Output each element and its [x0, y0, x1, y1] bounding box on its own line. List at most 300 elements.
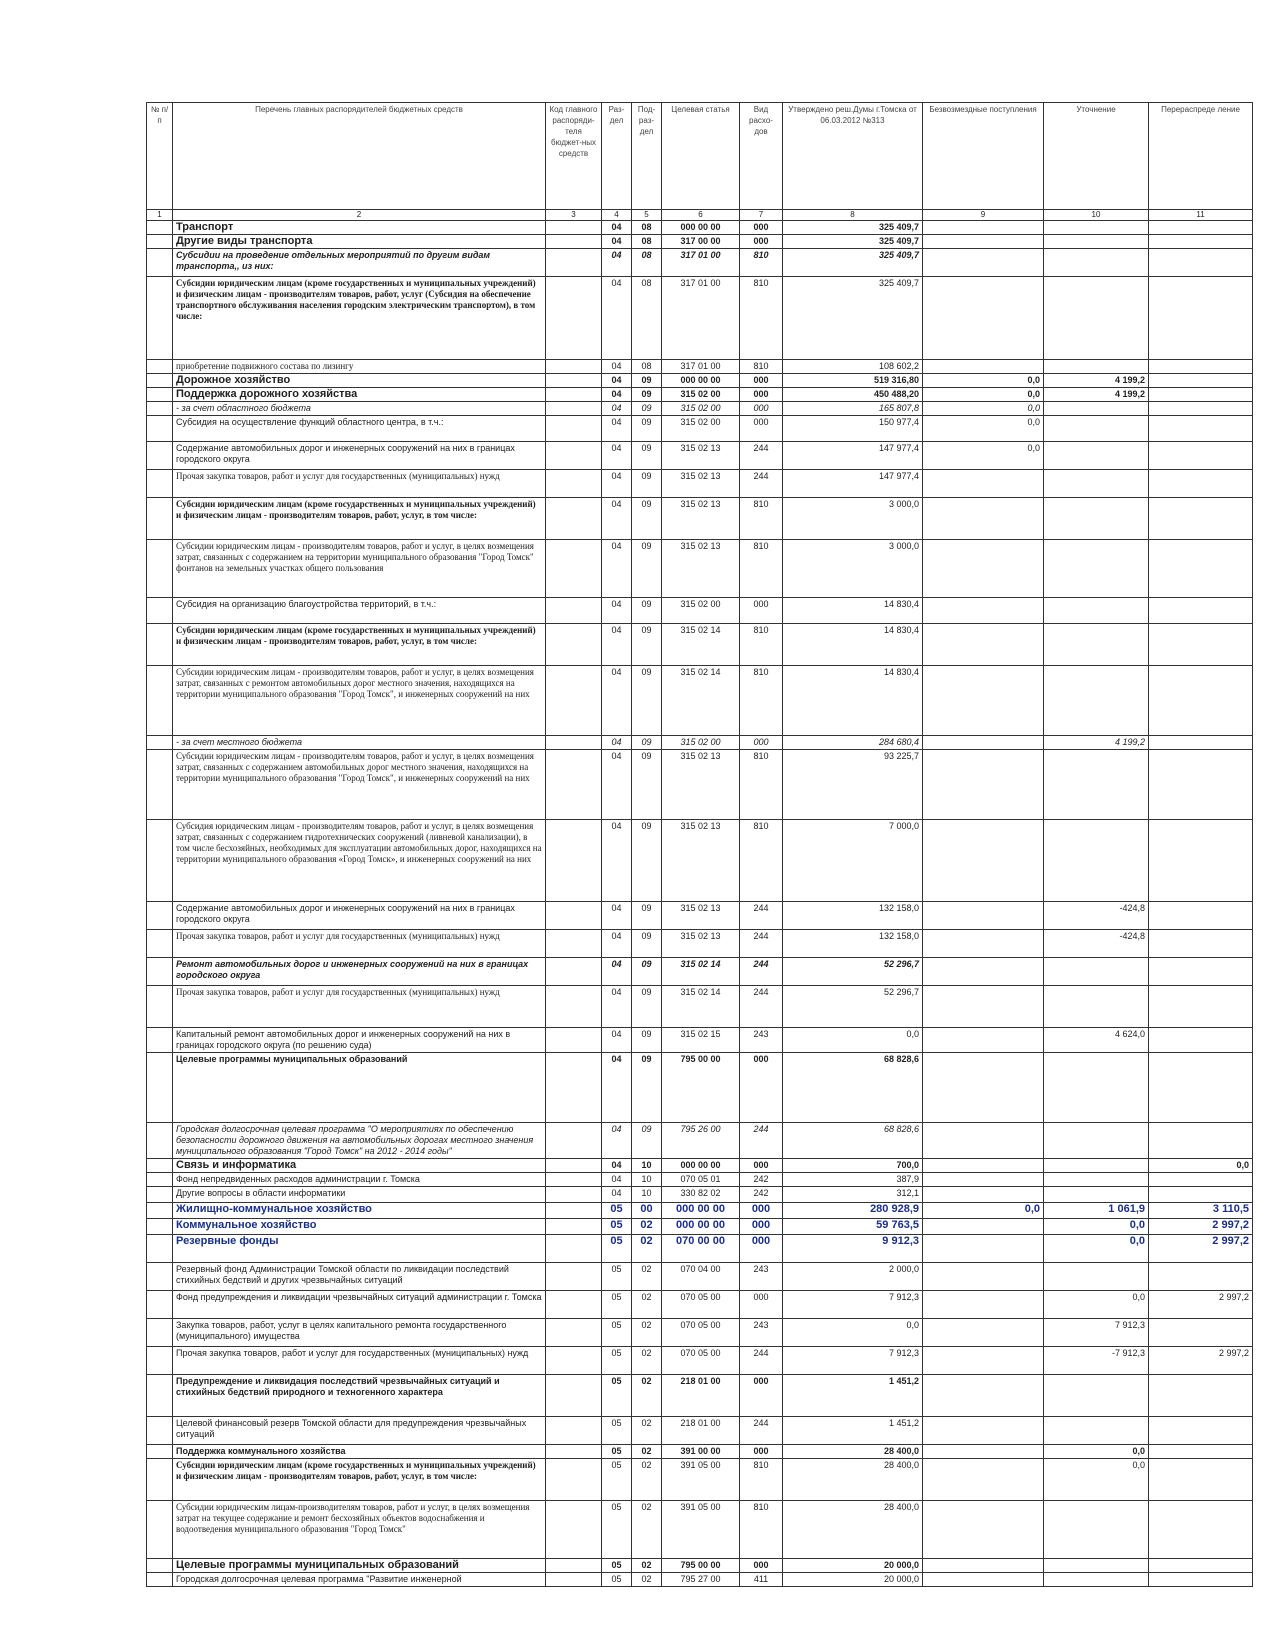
cell-podrazdel: 10 — [632, 1159, 662, 1173]
cell-razdel: 05 — [602, 1559, 632, 1573]
cell-statia: 330 82 02 — [662, 1187, 740, 1203]
cell-vid: 244 — [740, 1417, 783, 1445]
cell-razdel: 05 — [602, 1417, 632, 1445]
cell-clarify: 0,0 — [1044, 1291, 1149, 1319]
cell-approved: 59 763,5 — [783, 1219, 923, 1235]
table-row — [147, 416, 1253, 442]
cell-free — [923, 902, 1044, 930]
cell-clarify — [1044, 360, 1149, 374]
column-number: 1 — [147, 210, 173, 221]
cell-redistrib: 2 997,2 — [1149, 1219, 1253, 1235]
cell-free — [923, 1417, 1044, 1445]
cell-approved: 7 000,0 — [783, 820, 923, 902]
cell-vid: 810 — [740, 820, 783, 902]
cell-free — [923, 540, 1044, 598]
cell-vid: 411 — [740, 1573, 783, 1587]
cell-num — [147, 1123, 173, 1159]
cell-podrazdel: 09 — [632, 374, 662, 388]
cell-clarify — [1044, 1417, 1149, 1445]
cell-code — [546, 986, 602, 1028]
cell-razdel: 04 — [602, 249, 632, 277]
cell-code — [546, 1187, 602, 1203]
cell-clarify — [1044, 624, 1149, 666]
cell-razdel: 05 — [602, 1235, 632, 1263]
cell-name: Прочая закупка товаров, работ и услуг для государственных (муниципальных) нужд — [173, 470, 546, 498]
cell-name: - за счет местного бюджета — [173, 736, 546, 750]
cell-redistrib — [1149, 402, 1253, 416]
cell-num — [147, 1187, 173, 1203]
cell-clarify: -424,8 — [1044, 930, 1149, 958]
cell-clarify — [1044, 498, 1149, 540]
cell-redistrib — [1149, 1445, 1253, 1459]
cell-redistrib — [1149, 736, 1253, 750]
cell-razdel: 04 — [602, 540, 632, 598]
cell-approved: 52 296,7 — [783, 986, 923, 1028]
cell-vid: 000 — [740, 1375, 783, 1417]
cell-num — [147, 416, 173, 442]
cell-podrazdel: 08 — [632, 221, 662, 235]
cell-approved: 0,0 — [783, 1319, 923, 1347]
table-row — [147, 1053, 1253, 1123]
cell-clarify — [1044, 221, 1149, 235]
cell-approved: 165 807,8 — [783, 402, 923, 416]
cell-num — [147, 736, 173, 750]
cell-clarify — [1044, 1559, 1149, 1573]
cell-podrazdel: 09 — [632, 930, 662, 958]
cell-name: Коммунальное хозяйство — [173, 1219, 546, 1235]
cell-free — [923, 1187, 1044, 1203]
cell-free — [923, 1445, 1044, 1459]
cell-name: Целевые программы муниципальных образований — [173, 1053, 546, 1123]
cell-vid: 244 — [740, 986, 783, 1028]
cell-name: Дорожное хозяйство — [173, 374, 546, 388]
cell-clarify — [1044, 235, 1149, 249]
cell-free — [923, 750, 1044, 820]
cell-free — [923, 1028, 1044, 1053]
cell-approved: 9 912,3 — [783, 1235, 923, 1263]
table-row — [147, 360, 1253, 374]
cell-num — [147, 540, 173, 598]
cell-free — [923, 1559, 1044, 1573]
cell-num — [147, 1219, 173, 1235]
cell-clarify — [1044, 442, 1149, 470]
cell-name: Другие виды транспорта — [173, 235, 546, 249]
cell-statia: 317 01 00 — [662, 277, 740, 360]
cell-free — [923, 1159, 1044, 1173]
cell-podrazdel: 02 — [632, 1417, 662, 1445]
cell-num — [147, 1291, 173, 1319]
table-row — [147, 1559, 1253, 1573]
cell-free — [923, 1053, 1044, 1123]
cell-statia: 315 02 00 — [662, 416, 740, 442]
cell-vid: 000 — [740, 1291, 783, 1319]
cell-vid: 243 — [740, 1319, 783, 1347]
cell-num — [147, 1053, 173, 1123]
cell-clarify — [1044, 249, 1149, 277]
cell-podrazdel: 09 — [632, 402, 662, 416]
cell-clarify — [1044, 1123, 1149, 1159]
cell-name: Прочая закупка товаров, работ и услуг для государственных (муниципальных) нужд — [173, 930, 546, 958]
cell-num — [147, 235, 173, 249]
cell-vid: 810 — [740, 498, 783, 540]
cell-podrazdel: 09 — [632, 498, 662, 540]
cell-approved: 7 912,3 — [783, 1291, 923, 1319]
cell-clarify — [1044, 540, 1149, 598]
table-row — [147, 1375, 1253, 1417]
table-row — [147, 1501, 1253, 1559]
cell-num — [147, 1573, 173, 1587]
budget-rows — [147, 221, 1253, 1587]
cell-num — [147, 750, 173, 820]
cell-approved: 147 977,4 — [783, 442, 923, 470]
cell-statia: 391 00 00 — [662, 1445, 740, 1459]
cell-approved: 3 000,0 — [783, 540, 923, 598]
cell-redistrib — [1149, 1559, 1253, 1573]
cell-razdel: 04 — [602, 820, 632, 902]
table-row — [147, 402, 1253, 416]
cell-razdel: 04 — [602, 1028, 632, 1053]
column-number: 3 — [546, 210, 602, 221]
cell-razdel: 04 — [602, 277, 632, 360]
cell-vid: 000 — [740, 1203, 783, 1219]
cell-name: Субсидии юридическим лицам (кроме государственных и муниципальных учреждений) и физическим лицам - производителям товаров, работ, услуг (Субсидия на обеспечение транспортного обслуживания населения городским электрическим транспортом), в том числе: — [173, 277, 546, 360]
cell-free: 0,0 — [923, 374, 1044, 388]
cell-razdel: 05 — [602, 1375, 632, 1417]
header-razdel: Раз-дел — [602, 103, 632, 210]
cell-podrazdel: 02 — [632, 1319, 662, 1347]
cell-razdel: 05 — [602, 1219, 632, 1235]
cell-podrazdel: 09 — [632, 750, 662, 820]
cell-statia: 391 05 00 — [662, 1459, 740, 1501]
cell-free — [923, 1347, 1044, 1375]
column-number: 8 — [783, 210, 923, 221]
cell-code — [546, 1028, 602, 1053]
cell-num — [147, 249, 173, 277]
cell-num — [147, 1459, 173, 1501]
column-number: 2 — [173, 210, 546, 221]
cell-clarify — [1044, 402, 1149, 416]
cell-clarify — [1044, 958, 1149, 986]
cell-name: Прочая закупка товаров, работ и услуг для государственных (муниципальных) нужд — [173, 1347, 546, 1375]
cell-free: 0,0 — [923, 416, 1044, 442]
cell-code — [546, 442, 602, 470]
cell-podrazdel: 08 — [632, 277, 662, 360]
cell-podrazdel: 08 — [632, 360, 662, 374]
cell-clarify — [1044, 1501, 1149, 1559]
cell-podrazdel: 02 — [632, 1501, 662, 1559]
cell-statia: 000 00 00 — [662, 1159, 740, 1173]
cell-razdel: 04 — [602, 470, 632, 498]
cell-clarify — [1044, 277, 1149, 360]
cell-clarify: -424,8 — [1044, 902, 1149, 930]
cell-name: Другие вопросы в области информатики — [173, 1187, 546, 1203]
cell-statia: 315 02 00 — [662, 402, 740, 416]
cell-podrazdel: 00 — [632, 1203, 662, 1219]
cell-redistrib — [1149, 750, 1253, 820]
cell-approved: 2 000,0 — [783, 1263, 923, 1291]
cell-free — [923, 249, 1044, 277]
cell-code — [546, 498, 602, 540]
cell-approved: 14 830,4 — [783, 598, 923, 624]
cell-code — [546, 221, 602, 235]
cell-vid: 243 — [740, 1028, 783, 1053]
cell-approved: 28 400,0 — [783, 1501, 923, 1559]
cell-redistrib — [1149, 666, 1253, 736]
cell-num — [147, 442, 173, 470]
cell-clarify: 4 624,0 — [1044, 1028, 1149, 1053]
cell-vid: 242 — [740, 1187, 783, 1203]
cell-podrazdel: 09 — [632, 666, 662, 736]
table-row — [147, 1445, 1253, 1459]
cell-redistrib — [1149, 388, 1253, 402]
cell-name: Резервные фонды — [173, 1235, 546, 1263]
cell-approved: 280 928,9 — [783, 1203, 923, 1219]
cell-num — [147, 402, 173, 416]
cell-name: Поддержка коммунального хозяйства — [173, 1445, 546, 1459]
cell-clarify — [1044, 750, 1149, 820]
cell-vid: 000 — [740, 1053, 783, 1123]
cell-num — [147, 1501, 173, 1559]
cell-clarify — [1044, 470, 1149, 498]
cell-num — [147, 277, 173, 360]
cell-name: Резервный фонд Администрации Томской области по ликвидации последствий стихийных бедствий и других чрезвычайных ситуаций — [173, 1263, 546, 1291]
cell-name: Прочая закупка товаров, работ и услуг для государственных (муниципальных) нужд — [173, 986, 546, 1028]
table-row — [147, 624, 1253, 666]
table-row — [147, 442, 1253, 470]
cell-free — [923, 1263, 1044, 1291]
cell-redistrib — [1149, 1187, 1253, 1203]
cell-approved: 20 000,0 — [783, 1559, 923, 1573]
cell-vid: 810 — [740, 249, 783, 277]
cell-code — [546, 374, 602, 388]
cell-name: Транспорт — [173, 221, 546, 235]
cell-statia: 391 05 00 — [662, 1501, 740, 1559]
cell-redistrib — [1149, 416, 1253, 442]
cell-free: 0,0 — [923, 402, 1044, 416]
table-row — [147, 1219, 1253, 1235]
cell-approved: 700,0 — [783, 1159, 923, 1173]
cell-code — [546, 1347, 602, 1375]
cell-vid: 810 — [740, 1459, 783, 1501]
cell-num — [147, 360, 173, 374]
cell-free — [923, 470, 1044, 498]
cell-clarify — [1044, 1573, 1149, 1587]
cell-code — [546, 1263, 602, 1291]
column-number-row — [147, 210, 1253, 221]
cell-num — [147, 470, 173, 498]
cell-podrazdel: 09 — [632, 820, 662, 902]
cell-name: Закупка товаров, работ, услуг в целях капитального ремонта государственного (муниципального) имущества — [173, 1319, 546, 1347]
cell-podrazdel: 09 — [632, 416, 662, 442]
cell-vid: 000 — [740, 235, 783, 249]
cell-approved: 132 158,0 — [783, 902, 923, 930]
cell-clarify: 7 912,3 — [1044, 1319, 1149, 1347]
cell-clarify — [1044, 1159, 1149, 1173]
cell-code — [546, 930, 602, 958]
cell-razdel: 04 — [602, 1053, 632, 1123]
cell-razdel: 04 — [602, 374, 632, 388]
cell-num — [147, 1375, 173, 1417]
cell-num — [147, 388, 173, 402]
cell-statia: 000 00 00 — [662, 221, 740, 235]
cell-redistrib — [1149, 442, 1253, 470]
cell-statia: 070 05 00 — [662, 1347, 740, 1375]
table-row — [147, 498, 1253, 540]
cell-approved: 0,0 — [783, 1028, 923, 1053]
cell-vid: 810 — [740, 360, 783, 374]
cell-code — [546, 1573, 602, 1587]
cell-vid: 244 — [740, 442, 783, 470]
cell-statia: 070 05 00 — [662, 1291, 740, 1319]
cell-razdel: 05 — [602, 1573, 632, 1587]
cell-podrazdel: 09 — [632, 986, 662, 1028]
column-number: 9 — [923, 210, 1044, 221]
cell-clarify: 0,0 — [1044, 1235, 1149, 1263]
cell-vid: 000 — [740, 416, 783, 442]
cell-clarify — [1044, 1187, 1149, 1203]
table-row — [147, 736, 1253, 750]
table-row — [147, 249, 1253, 277]
cell-name: Субсидии юридическим лицам (кроме государственных и муниципальных учреждений) и физическим лицам - производителям товаров, работ, услуг, в том числе: — [173, 498, 546, 540]
cell-name: Субсидии на проведение отдельных мероприятий по другим видам транспорта,, из них: — [173, 249, 546, 277]
cell-redistrib: 2 997,2 — [1149, 1235, 1253, 1263]
header-vid: Вид расхо-дов — [740, 103, 783, 210]
cell-vid: 000 — [740, 388, 783, 402]
cell-statia: 315 02 13 — [662, 820, 740, 902]
column-number: 5 — [632, 210, 662, 221]
cell-name: Ремонт автомобильных дорог и инженерных сооружений на них в границах городского округа — [173, 958, 546, 986]
table-row — [147, 750, 1253, 820]
table-row — [147, 277, 1253, 360]
cell-free — [923, 1123, 1044, 1159]
cell-num — [147, 1445, 173, 1459]
cell-redistrib — [1149, 498, 1253, 540]
header-statia: Целевая статья — [662, 103, 740, 210]
cell-podrazdel: 02 — [632, 1291, 662, 1319]
cell-statia: 315 02 13 — [662, 902, 740, 930]
cell-free — [923, 930, 1044, 958]
cell-code — [546, 1459, 602, 1501]
cell-free — [923, 221, 1044, 235]
cell-clarify: 1 061,9 — [1044, 1203, 1149, 1219]
header-redistrib: Перераспреде ление — [1149, 103, 1253, 210]
cell-statia: 000 00 00 — [662, 1219, 740, 1235]
cell-name: Городская долгосрочная целевая программа "О мероприятиях по обеспечению безопасности дорожного движения на автомобильных дорогах местного значения муниципального образования "Город Томск" на 2012 - 2014 годы" — [173, 1123, 546, 1159]
header-num: № п/п — [147, 103, 173, 210]
header-list: Перечень главных распорядителей бюджетных средств — [173, 103, 546, 210]
cell-redistrib — [1149, 902, 1253, 930]
cell-redistrib: 2 997,2 — [1149, 1291, 1253, 1319]
cell-num — [147, 986, 173, 1028]
column-number: 11 — [1149, 210, 1253, 221]
cell-code — [546, 1291, 602, 1319]
table-row — [147, 1159, 1253, 1173]
cell-num — [147, 958, 173, 986]
cell-vid: 242 — [740, 1173, 783, 1187]
cell-code — [546, 360, 602, 374]
header-approved: Утверждено реш.Думы г.Томска от 06.03.2012 №313 — [783, 103, 923, 210]
cell-free — [923, 1173, 1044, 1187]
table-row — [147, 1459, 1253, 1501]
cell-redistrib: 3 110,5 — [1149, 1203, 1253, 1219]
cell-razdel: 04 — [602, 1187, 632, 1203]
cell-free — [923, 277, 1044, 360]
cell-razdel: 04 — [602, 221, 632, 235]
table-row — [147, 986, 1253, 1028]
cell-num — [147, 902, 173, 930]
cell-vid: 000 — [740, 221, 783, 235]
cell-approved: 325 409,7 — [783, 221, 923, 235]
cell-code — [546, 958, 602, 986]
cell-clarify: 0,0 — [1044, 1459, 1149, 1501]
table-row — [147, 666, 1253, 736]
cell-clarify: 0,0 — [1044, 1219, 1149, 1235]
cell-razdel: 04 — [602, 1123, 632, 1159]
cell-podrazdel: 02 — [632, 1573, 662, 1587]
cell-num — [147, 498, 173, 540]
cell-statia: 315 02 13 — [662, 498, 740, 540]
cell-approved: 3 000,0 — [783, 498, 923, 540]
cell-redistrib — [1149, 540, 1253, 598]
cell-free — [923, 1459, 1044, 1501]
cell-free — [923, 624, 1044, 666]
cell-statia: 315 02 14 — [662, 624, 740, 666]
cell-free — [923, 360, 1044, 374]
cell-vid: 810 — [740, 750, 783, 820]
cell-approved: 132 158,0 — [783, 930, 923, 958]
cell-code — [546, 1375, 602, 1417]
cell-podrazdel: 02 — [632, 1375, 662, 1417]
cell-name: Жилищно-коммунальное хозяйство — [173, 1203, 546, 1219]
cell-podrazdel: 02 — [632, 1459, 662, 1501]
cell-vid: 244 — [740, 1123, 783, 1159]
cell-approved: 147 977,4 — [783, 470, 923, 498]
cell-num — [147, 1319, 173, 1347]
cell-podrazdel: 09 — [632, 624, 662, 666]
cell-vid: 000 — [740, 1219, 783, 1235]
cell-code — [546, 736, 602, 750]
cell-code — [546, 1445, 602, 1459]
cell-code — [546, 402, 602, 416]
cell-razdel: 05 — [602, 1263, 632, 1291]
cell-statia: 795 27 00 — [662, 1573, 740, 1587]
budget-table — [146, 102, 1253, 1587]
cell-code — [546, 1235, 602, 1263]
cell-approved: 325 409,7 — [783, 249, 923, 277]
cell-statia: 315 02 14 — [662, 666, 740, 736]
cell-free — [923, 235, 1044, 249]
cell-free — [923, 1501, 1044, 1559]
header-podrazdel: Под-раз-дел — [632, 103, 662, 210]
cell-redistrib — [1149, 624, 1253, 666]
cell-code — [546, 1053, 602, 1123]
cell-clarify — [1044, 986, 1149, 1028]
cell-statia: 315 02 13 — [662, 930, 740, 958]
cell-num — [147, 1347, 173, 1375]
cell-redistrib — [1149, 1263, 1253, 1291]
cell-approved: 1 451,2 — [783, 1375, 923, 1417]
table-row — [147, 374, 1253, 388]
cell-redistrib — [1149, 1319, 1253, 1347]
cell-free — [923, 1219, 1044, 1235]
cell-approved: 450 488,20 — [783, 388, 923, 402]
cell-clarify — [1044, 1173, 1149, 1187]
cell-num — [147, 666, 173, 736]
cell-razdel: 04 — [602, 360, 632, 374]
cell-name: Предупреждение и ликвидация последствий чрезвычайных ситуаций и стихийных бедствий природного и техногенного характера — [173, 1375, 546, 1417]
cell-free: 0,0 — [923, 1203, 1044, 1219]
table-row — [147, 1573, 1253, 1587]
